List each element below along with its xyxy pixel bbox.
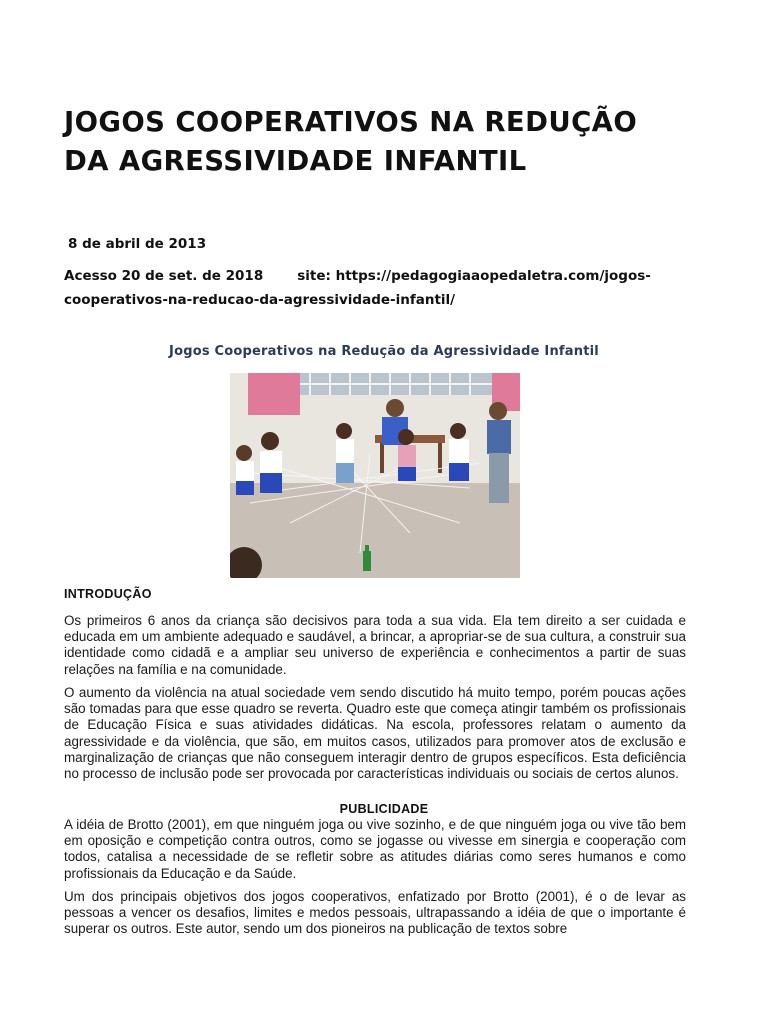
article-photo [230,373,520,578]
access-date: Acesso 20 de set. de 2018 [64,268,264,284]
access-line [64,264,704,312]
publicity-heading: PUBLICIDADE [339,802,429,816]
paragraph-1: Os primeiros 6 anos da criança são decisivos para toda a sua vida. Ela tem direito a ser cuidada e educada em um ambiente adequado e saudável, a brincar, a apropriar-se de sua cultura, a construir sua identidade como cidadã e a ampliar seu universo de experiência e conhecimentos a partir de suas relações na família e na comunidade. [64,613,686,677]
intro-heading: INTRODUÇÃO [64,587,152,601]
source-url[interactable]: site: https://pedagogiaaopedaletra.com/jogos-cooperativos-na-reducao-da-agressividade-infantil/ [64,268,651,308]
paragraph-2: O aumento da violência na atual sociedade vem sendo discutido há muito tempo, porém poucas ações são tomadas para que esse quadro se reverta. Quadro este que começa atingir também os profissionais de Educação Física e suas atividades didáticas. Na escola, professores relatam o aumento da agressividade e da violência, que são, em muitos casos, utilizados para promover atos de exclusão e marginalização de crianças que não conseguem interagir dentro de grupos específicos. Esta deficiência no processo de inclusão pode ser provocada por características individuais ou sociais de certos alunos. [64,685,686,782]
article-subtitle: Jogos Cooperativos na Redução da Agressividade Infantil [169,344,599,359]
paragraph-4: Um dos principais objetivos dos jogos cooperativos, enfatizado por Brotto (2001), é o de levar as pessoas a vencer os desafios, limites e medos pessoais, ultrapassando a idéia de que o importante é superar os outros. Este autor, sendo um dos pioneiros na publicação de textos sobre [64,889,686,937]
page-title: JOGOS COOPERATIVOS NA REDUÇÃO DA AGRESSIVIDADE INFANTIL [64,106,638,177]
children-playing-photo [230,373,520,578]
paragraph-3: A idéia de Brotto (2001), em que ninguém joga ou vive sozinho, e de que ninguém joga ou vive tão bem em oposição e competição contra outros, como se jogasse ou vivesse em sinergia e cooperação com todos, catalisa a necessidade de se refletir sobre as atitudes diárias como seres humanos e como profissionais da Educação e da Saúde. [64,817,686,881]
publish-date: 8 de abril de 2013 [68,236,207,252]
